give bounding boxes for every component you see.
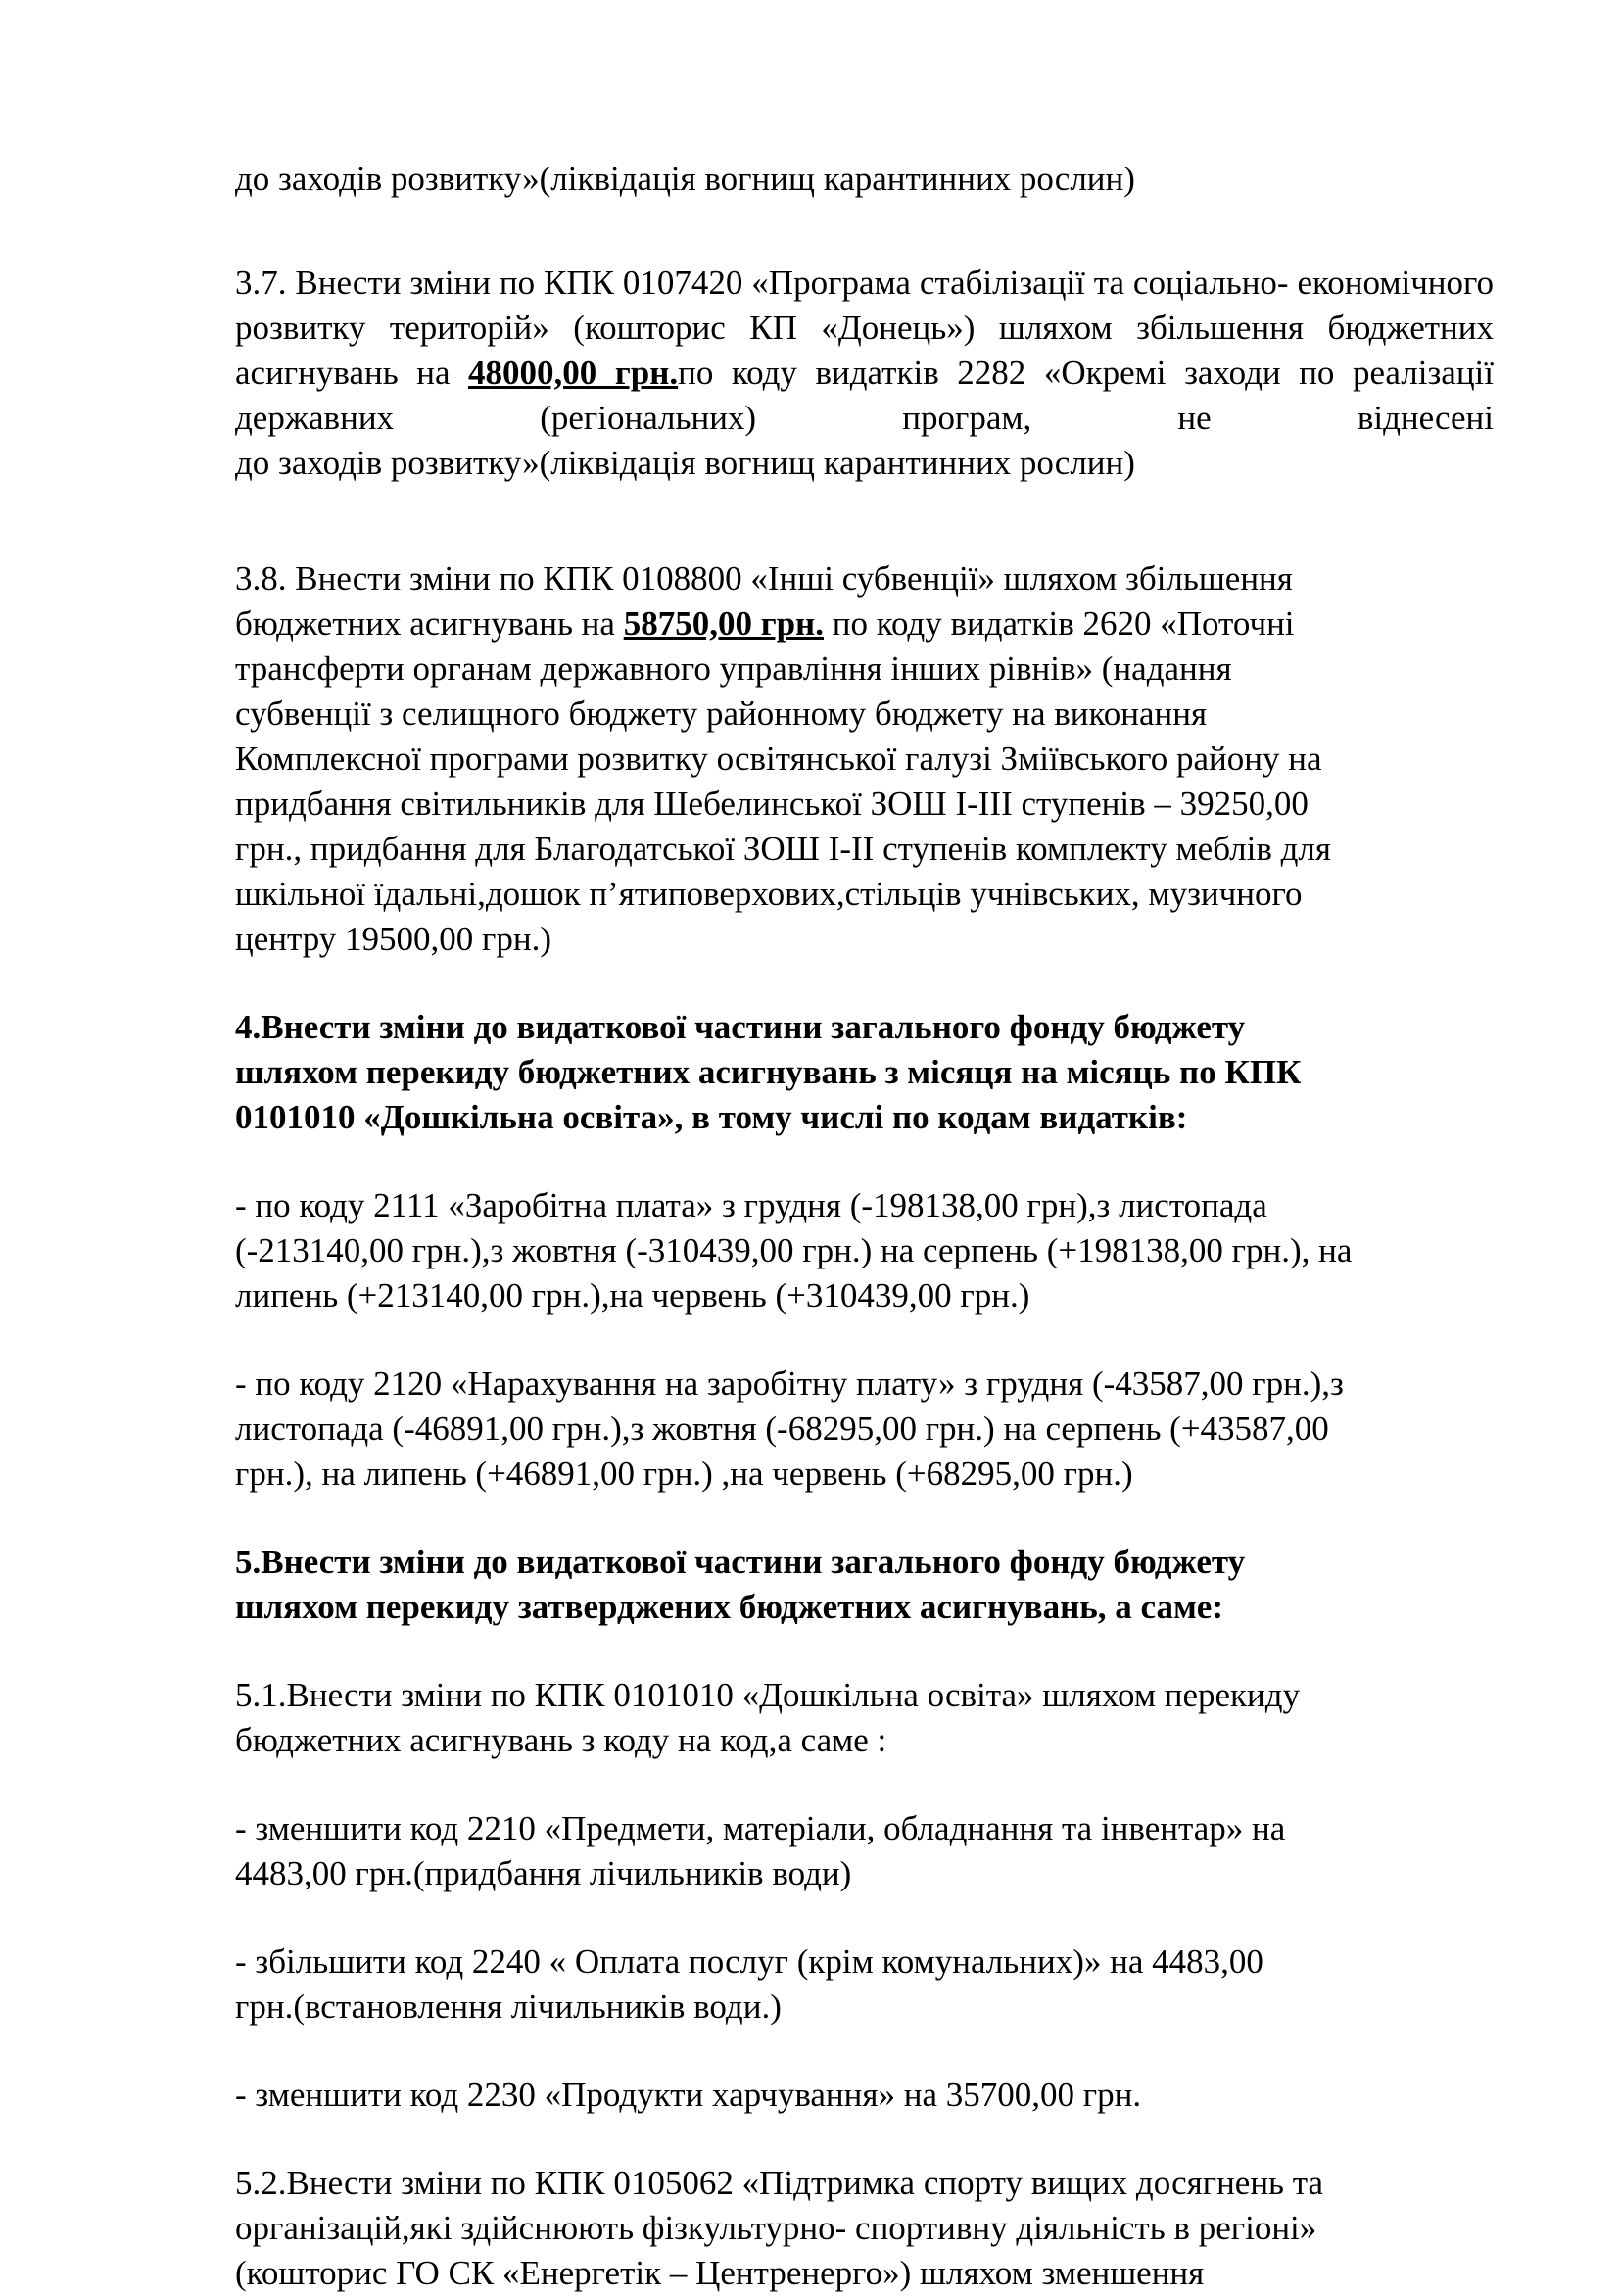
text-line: до заходів розвитку»(ліквідація вогнищ карантинних рослин) [235, 160, 1135, 198]
text-line: економічного розвитку територій» (кошторис КП «Донець») шляхом [235, 263, 1495, 347]
text-line: збільшення бюджетних асигнувань на [235, 309, 1494, 392]
heading-line: 4.Внести зміни до видаткової частини загального фонду бюджету [235, 1008, 1246, 1046]
paragraph-code-2120 [235, 1362, 1494, 1497]
text-line: - зменшити код 2230 «Продукти харчування» на 35700,00 грн. [235, 2076, 1142, 2114]
text-line: субвенції з селищного бюджету районному бюджету на виконання [235, 694, 1208, 733]
text-line: трансферти органам державного управління інших рівнів» (надання [235, 649, 1232, 688]
text-line: грн., придбання для Благодатської ЗОШ І-ІІ ступенів комплекту меблів для [235, 830, 1331, 868]
text-line: 3.7. Внести зміни по КПК 0107420 «Програма стабілізації та соціально- [235, 263, 1289, 302]
text-line: листопада (-46891,00 грн.),з жовтня (-68295,00 грн.) на серпень (+43587,00 [235, 1410, 1329, 1448]
text-line: - збільшити код 2240 « Оплата послуг (крім комунальних)» на 4483,00 [235, 1942, 1263, 1981]
amount-highlight: 48000,00 грн. [468, 354, 679, 392]
text-line: до заходів розвитку»(ліквідація вогнищ карантинних рослин) [235, 444, 1135, 482]
paragraph-5-2 [235, 2161, 1494, 2296]
text-line: центру 19500,00 грн.) [235, 920, 551, 958]
text-line: 5.1.Внести зміни по КПК 0101010 «Дошкільна освіта» шляхом перекиду [235, 1676, 1301, 1714]
text-line: «Окремі заходи по реалізації державних (регіональних) програм, не віднесені [235, 354, 1495, 437]
text-line: - по коду 2111 «Заробітна плата» з грудня (-198138,00 грн),з листопада [235, 1186, 1267, 1224]
text-line: (-213140,00 грн.),з жовтня (-310439,00 грн.) на серпень (+198138,00 грн.), на [235, 1231, 1353, 1269]
document-page [235, 157, 1494, 2296]
text-line: придбання світильників для Шебелинської ЗОШ І-ІІІ ступенів – 39250,00 [235, 785, 1309, 823]
text-line: грн.), на липень (+46891,00 грн.) ,на червень (+68295,00 грн.) [235, 1455, 1133, 1493]
section-heading-4 [235, 1005, 1494, 1140]
text-line: шкільної їдальні,дошок п’ятиповерхових,стільців учнівських, музичного [235, 875, 1303, 913]
text-line: (кошторис ГО СК «Енергетік – Центренерго») шляхом зменшення [235, 2254, 1205, 2292]
heading-line: 5.Внести зміни до видаткової частини загального фонду бюджету [235, 1543, 1246, 1581]
text-line: бюджетних асигнувань з коду на код,а саме : [235, 1721, 887, 1759]
text-line: бюджетних асигнувань на [235, 604, 624, 643]
text-line: по коду видатків 2620 «Поточні [823, 604, 1295, 643]
text-line: по коду видатків 2282 [678, 354, 1026, 392]
amount-highlight: 58750,00 грн. [623, 604, 824, 643]
text-line: 4483,00 грн.(придбання лічильників води) [235, 1854, 852, 1892]
section-heading-5 [235, 1540, 1494, 1630]
heading-line: шляхом перекиду затверджених бюджетних асигнувань, а саме: [235, 1588, 1223, 1626]
text-line: 3.8. Внести зміни по КПК 0108800 «Інші субвенції» шляхом збільшення [235, 559, 1293, 598]
paragraph-5-1 [235, 1673, 1494, 1763]
paragraph-code-2230 [235, 2073, 1494, 2118]
paragraph-3-8 [235, 556, 1494, 962]
text-line: - по коду 2120 «Нарахування на заробітну плату» з грудня (-43587,00 грн.),з [235, 1364, 1344, 1403]
text-line: грн.(встановлення лічильників води.) [235, 1987, 782, 2026]
heading-line: 0101010 «Дошкільна освіта», в тому числі по кодам видатків: [235, 1098, 1188, 1136]
text-line: липень (+213140,00 грн.),на червень (+310439,00 грн.) [235, 1276, 1030, 1315]
heading-line: шляхом перекиду бюджетних асигнувань з місяця на місяць по КПК [235, 1053, 1302, 1091]
text-line: - зменшити код 2210 «Предмети, матеріали, обладнання та інвентар» на [235, 1809, 1286, 1847]
paragraph-code-2240 [235, 1939, 1494, 2030]
text-line: організацій,які здійснюють фізкультурно- спортивну діяльність в регіоні» [235, 2209, 1317, 2247]
text-line: Комплексної програми розвитку освітянської галузі Зміївського району на [235, 740, 1322, 778]
paragraph-continuation [235, 157, 1494, 202]
text-line: 5.2.Внести зміни по КПК 0105062 «Підтримка спорту вищих досягнень та [235, 2164, 1324, 2202]
paragraph-code-2111 [235, 1183, 1494, 1318]
paragraph-3-7 [235, 261, 1494, 486]
paragraph-code-2210 [235, 1806, 1494, 1896]
